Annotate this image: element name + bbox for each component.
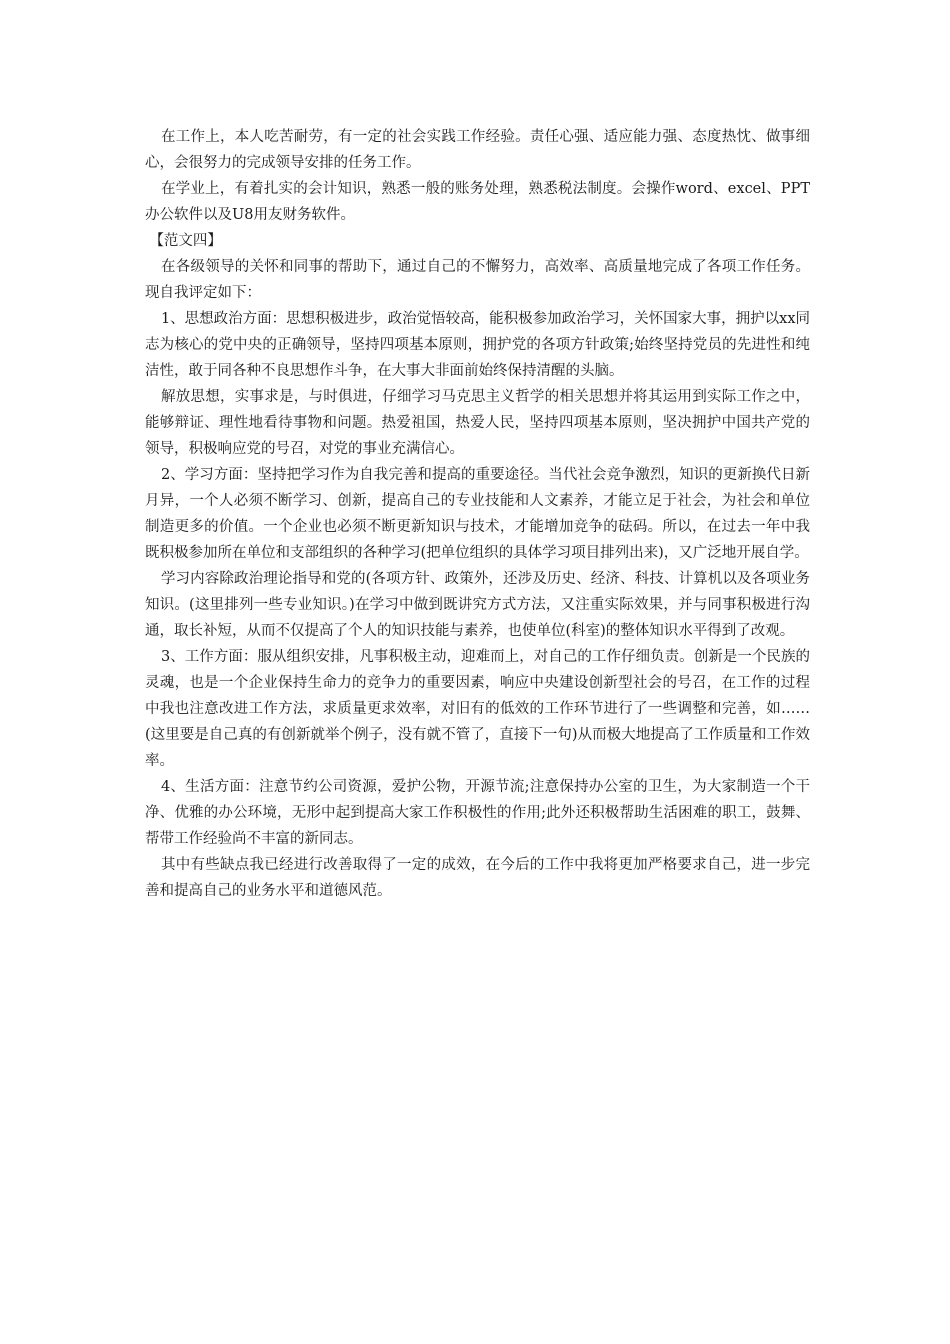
paragraph-politics: 1、思想政治方面：思想积极进步，政治觉悟较高，能积极参加政治学习，关怀国家大事，拥护以xx同志为核心的党中央的正确领导，坚持四项基本原则，拥护党的各项方针政策;始终坚持党员的先进性和纯洁性，敢于同各种不良思想作斗争，在大事大非面前始终保持清醒的头脑。 bbox=[145, 311, 811, 379]
paragraph-intro: 在各级领导的关怀和同事的帮助下，通过自己的不懈努力，高效率、高质量地完成了各项工作任务。现自我评定如下： bbox=[145, 259, 810, 301]
paragraph-learning: 2、学习方面：坚持把学习作为自我完善和提高的重要途径。当代社会竞争激烈，知识的更新换代日新月异，一个人必须不断学习、创新，提高自己的专业技能和人文素养，才能立足于社会，为社会和单位制造更多的价值。一个企业也必须不断更新知识与技术，才能增加竞争的砝码。所以，在过去一年中我既积极参加所在单位和支部组织的各种学习(把单位组织的具体学习项目排列出来)，又广泛地开展自学。 bbox=[145, 467, 810, 561]
section-heading: 【范文四】 bbox=[149, 233, 222, 249]
paragraph-conclusion: 其中有些缺点我已经进行改善取得了一定的成效，在今后的工作中我将更加严格要求自己，进一步完善和提高自己的业务水平和道德风范。 bbox=[145, 857, 810, 899]
paragraph-learning-content: 学习内容除政治理论指导和党的(各项方针、政策外，还涉及历史、经济、科技、计算机以及各项业务知识。(这里排列一些专业知识。)在学习中做到既讲究方式方法，又注重实际效果，并与同事积极进行沟通，取长补短，从而不仅提高了个人的知识技能与素养，也使单位(科室)的整体知识水平得到了改观。 bbox=[145, 571, 810, 639]
document-page bbox=[145, 124, 810, 904]
paragraph-study: 在学业上，有着扎实的会计知识，熟悉一般的账务处理，熟悉税法制度。会操作word、excel、PPT办公软件以及U8用友财务软件。 bbox=[145, 181, 810, 223]
paragraph-thought: 解放思想，实事求是，与时俱进，仔细学习马克思主义哲学的相关思想并将其运用到实际工作之中，能够辩证、理性地看待事物和问题。热爱祖国，热爱人民，坚持四项基本原则，坚决拥护中国共产党的领导，积极响应党的号召，对党的事业充满信心。 bbox=[145, 389, 810, 457]
paragraph-life: 4、生活方面：注意节约公司资源，爱护公物，开源节流;注意保持办公室的卫生，为大家制造一个干净、优雅的办公环境，无形中起到提高大家工作积极性的作用;此外还积极帮助生活困难的职工，鼓舞、帮带工作经验尚不丰富的新同志。 bbox=[145, 779, 810, 847]
paragraph-work-aspect: 3、工作方面：服从组织安排，凡事积极主动，迎难而上，对自己的工作仔细负责。创新是一个民族的灵魂，也是一个企业保持生命力的竞争力的重要因素，响应中央建设创新型社会的号召，在工作的过程中我也注意改进工作方法，求质量更求效率，对旧有的低效的工作环节进行了一些调整和完善，如……(这里要是自己真的有创新就举个例子，没有就不管了，直接下一句)从而极大地提高了工作质量和工作效率。 bbox=[145, 649, 810, 769]
paragraph-work: 在工作上，本人吃苦耐劳，有一定的社会实践工作经验。责任心强、适应能力强、态度热忱、做事细心，会很努力的完成领导安排的任务工作。 bbox=[145, 129, 810, 171]
